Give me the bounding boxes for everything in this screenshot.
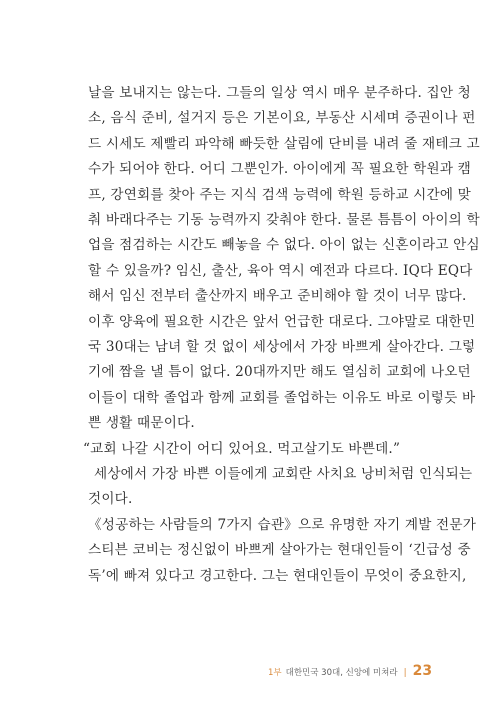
text-line: 독’에 빠져 있다고 경고한다. 그는 현대인들이 무엇이 중요한지,: [88, 567, 467, 584]
footer-part-label: 1부: [268, 668, 282, 678]
text-line: 드 시세도 제빨리 파악해 빠듯한 살림에 단비를 내려 줄 재테크 고: [88, 135, 480, 152]
footer-separator: |: [403, 668, 407, 678]
text-line: 할 수 있을까? 임신, 출산, 육아 역시 예전과 다르다. IQ다 EQ다: [88, 262, 473, 279]
text-line: 국 30대는 남녀 할 것 없이 세상에서 가장 바쁘게 살아간다. 그렇: [88, 339, 476, 355]
text-line: 소, 음식 준비, 설거지 등은 기본이요, 부동산 시세며 증권이나 펀: [88, 110, 476, 127]
text-line: 춰 바래다주는 기동 능력까지 갖춰야 한다. 물론 틈틈이 아이의 학: [88, 212, 480, 228]
text-line: 업을 점검하는 시간도 빼놓을 수 없다. 아이 없는 신혼이라고 안심: [88, 237, 480, 254]
page-number: 23: [412, 663, 433, 679]
text-line: 것이다.: [88, 491, 133, 508]
quote-line: “교회 나갈 시간이 어디 있어요. 먹고살기도 바쁜데.”: [83, 440, 401, 457]
text-line: 해서 임신 전부터 출산까지 배우고 준비해야 할 것이 너무 많다.: [88, 288, 467, 305]
text-line: 세상에서 가장 바쁜 이들에게 교회란 사치요 낭비처럼 인식되는: [94, 466, 473, 482]
text-line: 프, 강연회를 찾아 주는 지식 검색 능력에 학원 등하교 시간에 맞: [88, 186, 472, 203]
text-line: 날을 보내지는 않는다. 그들의 일상 역시 매우 분주하다. 집안 청: [88, 85, 472, 101]
page-footer: [268, 663, 432, 679]
text-line: 쁜 생활 때문이다.: [88, 415, 195, 432]
text-line: 《성공하는 사람들의 7가지 습관》으로 유명한 자기 계발 전문가: [88, 516, 477, 533]
text-line: 스티븐 코비는 정신없이 바쁘게 살아가는 현대인들이 ‘긴급성 중: [88, 542, 471, 559]
text-line: 이후 양육에 필요한 시간은 앞서 언급한 대로다. 그야말로 대한민: [88, 313, 476, 330]
text-line: 수가 되어야 한다. 어디 그뿐인가. 아이에게 꼭 필요한 학원과 캠: [88, 161, 472, 178]
text-line: 이들이 대학 졸업과 함께 교회를 졸업하는 이유도 바로 이렇듯 바: [88, 389, 476, 406]
text-line: 기에 짬을 낼 틈이 없다. 20대까지만 해도 열심히 교회에 나오던: [88, 364, 471, 381]
footer-chapter-title: 대한민국 30대, 신앙에 미쳐라: [285, 668, 398, 678]
